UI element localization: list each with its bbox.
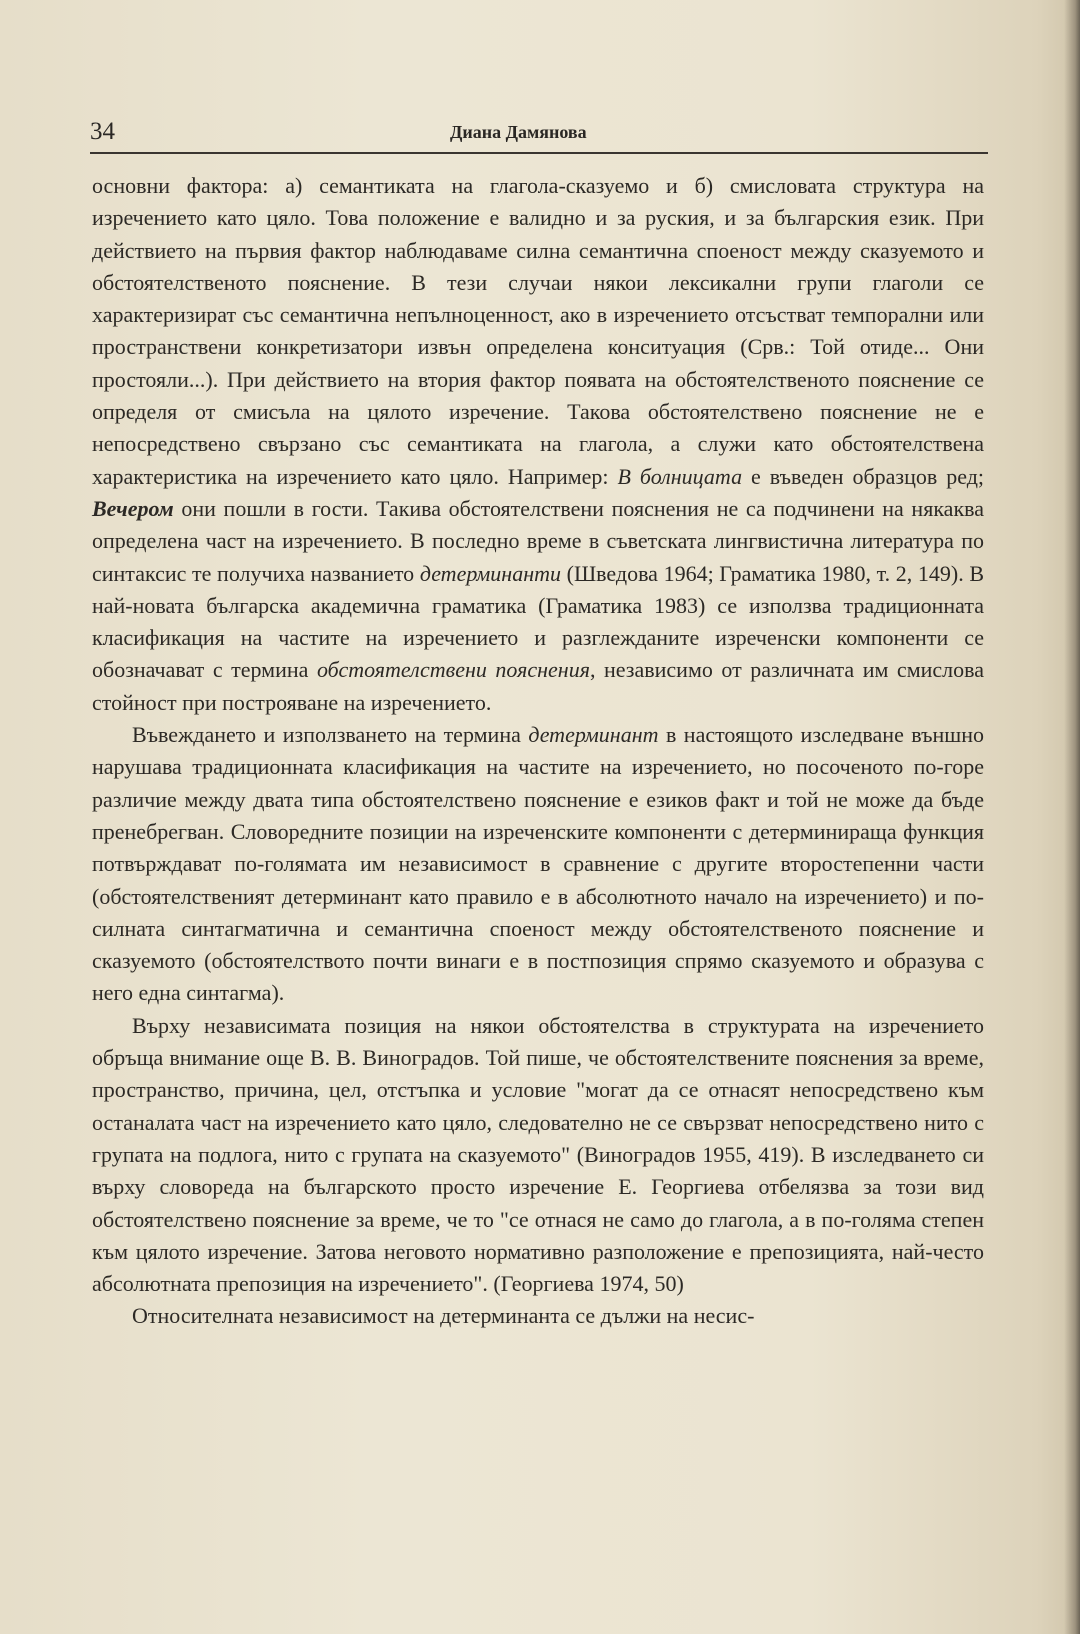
p1-text-2: е въведен образцов ред; [742, 463, 984, 489]
p1-example-2: Вечером [92, 495, 174, 521]
p1-term-2: обстоятелствени пояснения [316, 657, 590, 683]
p2-text-2: в настоящото изследване външно нарушава традиционната класификация на частите на изречението, но посоченото по-горе различие между двата типа обстоятелствено пояснение е езиков факт и той не може да бъде пренебрегван. Словоредните позиции на изреченските компоненти с детерминираща функция потвърждават по-голямата им независимост в сравнение с другите второстепенни части (обстоятелственият детерминант като правило е в абсолютното начало на изречението) и по-силната синтагматична и семантична спoеност между обстоятелственото пояснение и сказуемото (обстоятелството почти винаги е в постпозиция спрямо сказуемото и образува с него една синтагма). [92, 722, 984, 1006]
paragraph-1 [92, 170, 984, 719]
paragraph-4: Относителната независимост на детерминанта се дължи на несис- [132, 1303, 755, 1329]
p1-text-3: они пошли в гости. Такива обстоятелствени пояснения не са подчинени на някаква определена част на изречението. В последно време в съветската лингвистична литература по синтаксис те получиха названието [92, 495, 984, 586]
header-rule [90, 152, 988, 154]
paragraph-3: Върху независимата позиция на някои обстоятелства в структурата на изречението обръща внимание още В. В. Виноградов. Той пише, че обстоятелствените пояснения за време, пространство, причина, цел, отстъпка и условие "могат да се отнасят непосредствено към останалата част на изречението като цяло, следователно не се свързват непосредствено нито с групата на подлога, нито с групата на сказуемото" (Виноградов 1955, 419). В изследването си върху словореда на българското просто изречение Е. Георгиева отбелязва за този вид обстоятелствено пояснение за време, че то "се отнася не само до глагола, а в по-голяма степен към цялото изречение. Затова неговото нормативно разположение е препозицията, най-често абсолютната препозиция на изречението". (Георгиева 1974, 50) [92, 1012, 984, 1297]
body-text [92, 170, 984, 1333]
p1-text-1: основни фактора: а) семантиката на глагола-сказуемо и б) смисловата структура на изречението като цяло. Това положение е валидно и за руския, и за българския език. При действието на първия фактор наблюдаваме силна семантична спoеност между сказуемото и обстоятелственото пояснение. В тези случаи някои лексикални групи глаголи се характеризират със семантична непълноценност, ако в изречението отсъстват темпорални или пространствени конкретизатори извън определена конситуация (Срв.: Той отиде... Они простояли...). При действието на втория фактор появата на обстоятелственото пояснение се определя от смисъла на цялото изречение. Такова обстоятелствено пояснение не е непосредствено свързано със семантиката на глагола, а служи като обстоятелствена характеристика на изречението като цяло. Например: [92, 173, 984, 489]
page-edge-shadow [1064, 0, 1080, 1634]
p1-example-1: В болницата [617, 463, 743, 489]
p2-text-1: Въвеждането и използването на термина [132, 722, 529, 748]
running-head: Диана Дамянова [450, 122, 587, 142]
p1-text-4: (Шведова 1964; Граматика 1980, т. 2, 149). В най-новата българска академична граматика (Граматика 1983) се използва традиционната класификация на частите на изречението и разглежданите изреченски компоненти се обозначават с термина [92, 560, 984, 683]
page-number: 34 [90, 118, 115, 145]
p1-text-5: , независимо от различната им смислова стойност при построяване на изречението. [92, 657, 984, 715]
page-header [90, 114, 988, 152]
p1-term-1: детерминанти [419, 560, 561, 586]
paragraph-2 [92, 719, 984, 1010]
p2-term: детерминант [528, 722, 659, 748]
